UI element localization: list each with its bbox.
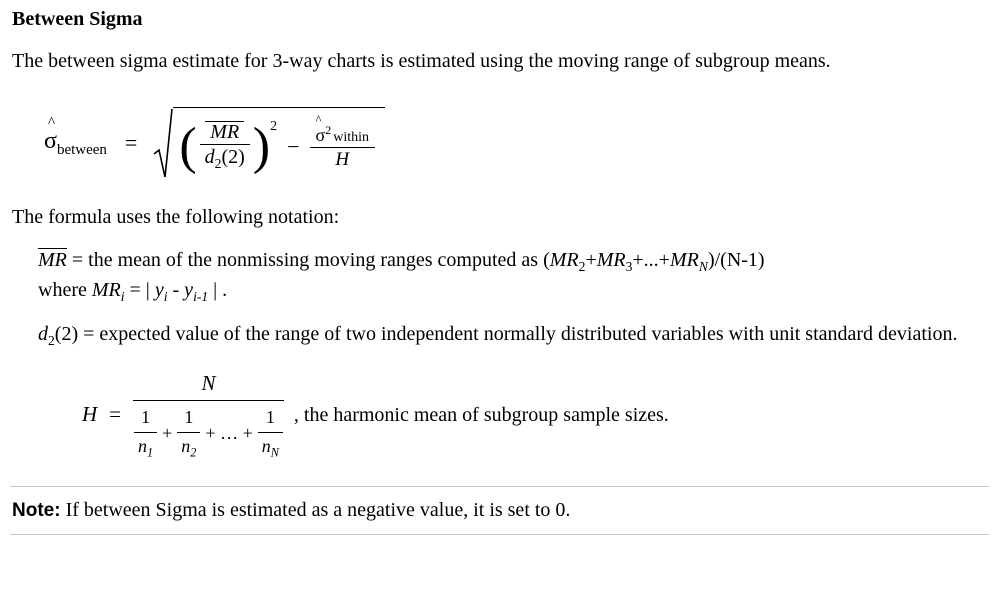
n-subscript-1: 1 <box>147 445 154 460</box>
one-numerator-1: 1 <box>141 407 151 428</box>
sigma-within-glyph: σ <box>315 124 326 145</box>
n1-denominator <box>134 432 157 462</box>
d-symbol: d <box>204 146 215 169</box>
sigma-between-symbol <box>44 114 107 159</box>
d2-description: = expected value of the range of two independent normally distributed variables with unit standard deviation. <box>78 323 958 346</box>
h-plus-1: + <box>162 422 173 443</box>
d2-symbol: d <box>38 323 48 346</box>
note-text: If between Sigma is estimated as a negative value, it is set to 0. <box>60 498 571 521</box>
sigma-within-numerator <box>310 111 375 147</box>
equals-sign: = <box>124 130 138 156</box>
mr-i-subscript: i <box>120 289 125 305</box>
harmonic-mean-fraction <box>133 369 284 462</box>
between-sigma-equation <box>0 97 999 189</box>
notation-item-mr <box>38 246 987 307</box>
mr-over-d2-fraction <box>200 121 250 172</box>
y-i-1-symbol: y <box>184 279 194 302</box>
mr-ellipsis: +...+ <box>632 248 670 271</box>
notation-lead: The formula uses the following notation: <box>12 206 340 229</box>
one-over-n2 <box>177 405 200 462</box>
sigma-glyph: σ <box>44 127 57 154</box>
mr2-subscript: 2 <box>578 258 586 274</box>
one-over-n1 <box>134 405 157 462</box>
mr-where-equals: = | <box>124 279 155 302</box>
mr2-symbol: MR <box>549 248 579 271</box>
n-subscript-2: 2 <box>190 445 197 460</box>
d2-argument: (2) <box>54 323 79 346</box>
radicand <box>173 107 385 179</box>
mr-over-d2-squared <box>179 117 278 175</box>
mr-description-2: )/(N-1) <box>707 248 765 271</box>
n-symbol-1: n <box>138 436 148 457</box>
d-subscript: 2 <box>214 156 222 172</box>
page-title: Between Sigma <box>12 8 143 30</box>
y-i-subscript: i <box>163 289 168 305</box>
one-numerator-n: 1 <box>265 407 275 428</box>
mr3-subscript: 3 <box>625 258 633 274</box>
n-symbol-2: n <box>181 436 191 457</box>
mr-plus-1: + <box>585 248 597 271</box>
notation-item-d2 <box>38 320 987 350</box>
y-minus: - <box>167 279 185 302</box>
mr-where-end: | . <box>208 279 228 302</box>
mr-where-lead: where <box>38 279 92 302</box>
mr-bar-symbol: MR <box>38 248 67 271</box>
n-subscript-n: N <box>270 445 279 460</box>
mrn-symbol: MR <box>669 248 699 271</box>
h-equals: = <box>109 402 122 427</box>
nN-denominator <box>258 432 283 462</box>
note-label: Note: <box>12 499 61 521</box>
minus-sign: − <box>287 133 300 159</box>
y-i-symbol: y <box>154 279 164 302</box>
d2-subscript: 2 <box>48 333 55 349</box>
h-symbol: H <box>82 402 98 427</box>
sigma-subscript: between <box>56 141 107 158</box>
h-ellipsis: + … + <box>205 422 253 443</box>
mr-description-1: = the mean of the nonmissing moving ranges computed as ( <box>66 248 550 271</box>
notation-item-h <box>82 369 987 462</box>
paren-close: ) <box>252 117 271 175</box>
paren-open: ( <box>179 117 197 175</box>
mr3-symbol: MR <box>596 248 626 271</box>
d-argument: (2) <box>221 146 245 169</box>
h-description: , the harmonic mean of subgroup sample sizes. <box>293 404 669 427</box>
radical-sign-icon <box>153 107 173 179</box>
mrn-subscript: N <box>698 258 708 274</box>
square-root <box>153 107 385 179</box>
sigma-within-over-h <box>310 111 375 171</box>
sigma-within-label: within <box>333 129 370 145</box>
hat-accent-within: ^ <box>315 111 322 127</box>
sigma-within-power: 2 <box>325 122 332 137</box>
y-i-1-subscript: i-1 <box>193 289 209 305</box>
notation-list <box>38 246 987 462</box>
mr-i-symbol: MR <box>91 279 121 302</box>
n-symbol-n: n <box>261 436 271 457</box>
document-page <box>0 8 999 616</box>
intro-paragraph: The between sigma estimate for 3-way charts is estimated using the moving range of subgroup means. <box>12 50 831 72</box>
n2-denominator <box>177 432 200 462</box>
mr-bar-numerator: MR <box>205 121 244 144</box>
h-denominator-sum <box>133 400 284 462</box>
divider-bottom <box>10 534 989 535</box>
h-denominator: H <box>310 147 375 171</box>
hat-accent: ^ <box>48 114 56 131</box>
h-numerator: N <box>201 370 216 395</box>
one-over-nN <box>258 405 283 462</box>
d2-denominator <box>200 144 250 172</box>
divider-top <box>10 486 989 487</box>
one-numerator-2: 1 <box>184 407 194 428</box>
exponent-two: 2 <box>270 119 278 135</box>
note-block <box>12 499 987 522</box>
